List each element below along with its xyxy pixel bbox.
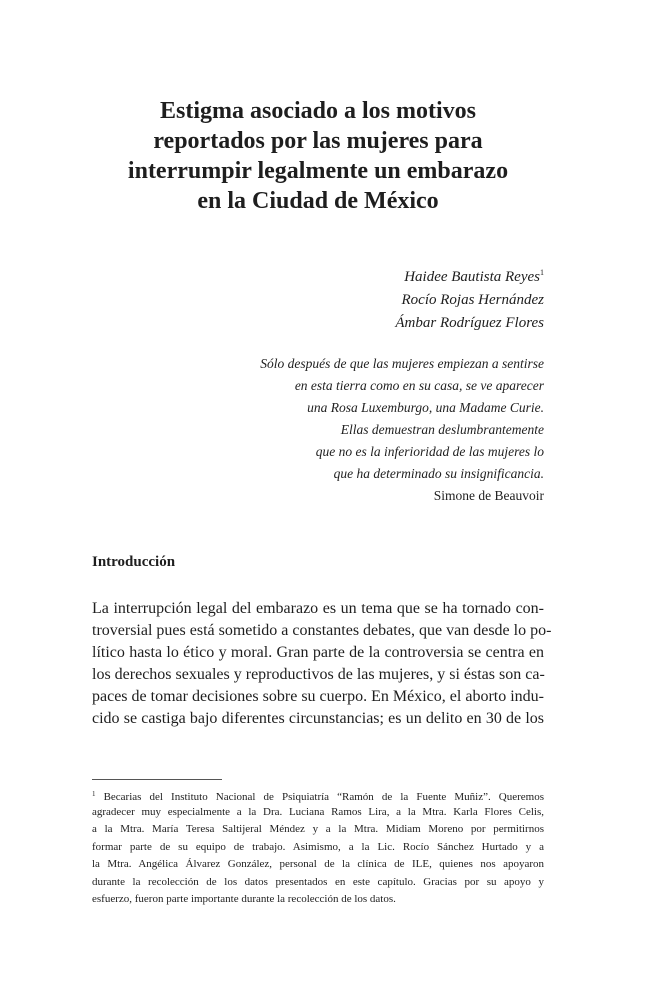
title-line: interrumpir legalmente un embarazo (127, 158, 509, 184)
epigraph-line: Ellas demuestran deslumbrantemente (340, 422, 544, 437)
epigraph-line: que no es la inferioridad de las mujeres lo (315, 444, 544, 459)
title-line: reportados por las mujeres para (153, 128, 483, 154)
epigraph-line: Sólo después de que las mujeres empiezan a sentirse (260, 356, 544, 371)
footnote-marker: 1 (92, 790, 96, 798)
paragraph-line: La interrupción legal del embarazo es un tema que se ha tornado con- (92, 600, 544, 617)
paragraph-line: los derechos sexuales y reproductivos de las mujeres, y si éstas son ca- (92, 666, 545, 683)
footnote-marker: 1 (540, 268, 544, 277)
paragraph-line: lítico hasta lo ético y moral. Gran parte de la controversia se centra en (92, 644, 544, 661)
paragraph-line: troversial pues está sometido a constantes debates, que van desde lo po- (92, 622, 552, 639)
footnote-line: a la Mtra. María Teresa Saltijeral Méndez y a la Mtra. Midiam Moreno por permitirnos (92, 823, 544, 835)
footnote-line: agradecer muy especialmente a la Dra. Luciana Ramos Lira, a la Mtra. Karla Flores Celis, (92, 805, 544, 818)
footnote-divider (92, 779, 222, 780)
epigraph-attribution: Simone de Beauvoir (433, 488, 544, 503)
section-heading: Introducción (92, 554, 176, 570)
epigraph-line: una Rosa Luxemburgo, una Madame Curie. (307, 400, 544, 415)
footnote-line: durante la recolección de los datos presentados en este capítulo. Gracias por su apoyo y (92, 875, 544, 888)
footnote (92, 786, 544, 909)
author-name: Rocío Rojas Hernández (401, 292, 544, 308)
paragraph-line: cido se castiga bajo diferentes circunstancias; es un delito en 30 de los (92, 710, 544, 727)
footnote-line: formar parte de su equipo de trabajo. Asimismo, a la Lic. Rocío Sánchez Hurtado y a (92, 840, 544, 853)
author-name: Haidee Bautista Reyes$^1$ (404, 268, 544, 285)
epigraph-line: en esta tierra como en su casa, se ve aparecer (294, 378, 544, 393)
paragraph-line: paces de tomar decisiones sobre su cuerpo. En México, el aborto indu- (92, 688, 544, 705)
author-name: Ámbar Rodríguez Flores (395, 315, 544, 331)
chapter-title (92, 96, 544, 216)
footnote-line: esfuerzo, fueron parte importante durante la recolección de los datos. (92, 893, 396, 905)
author-list (395, 261, 544, 335)
epigraph-line: que ha determinado su insignificancia. (333, 466, 544, 481)
footnote-line: la Mtra. Angélica Álvarez González, personal de la clínica de ILE, quienes nos apoyaron (92, 858, 544, 870)
body-paragraph (92, 598, 552, 730)
footnote-line: $^1$ Becarias del Instituto Nacional de Psiquiatría “Ramón de la Fuente Muñiz”. Queremos (92, 790, 544, 803)
title-line: en la Ciudad de México (197, 188, 439, 214)
epigraph (260, 353, 544, 507)
title-line: Estigma asociado a los motivos (159, 98, 476, 124)
